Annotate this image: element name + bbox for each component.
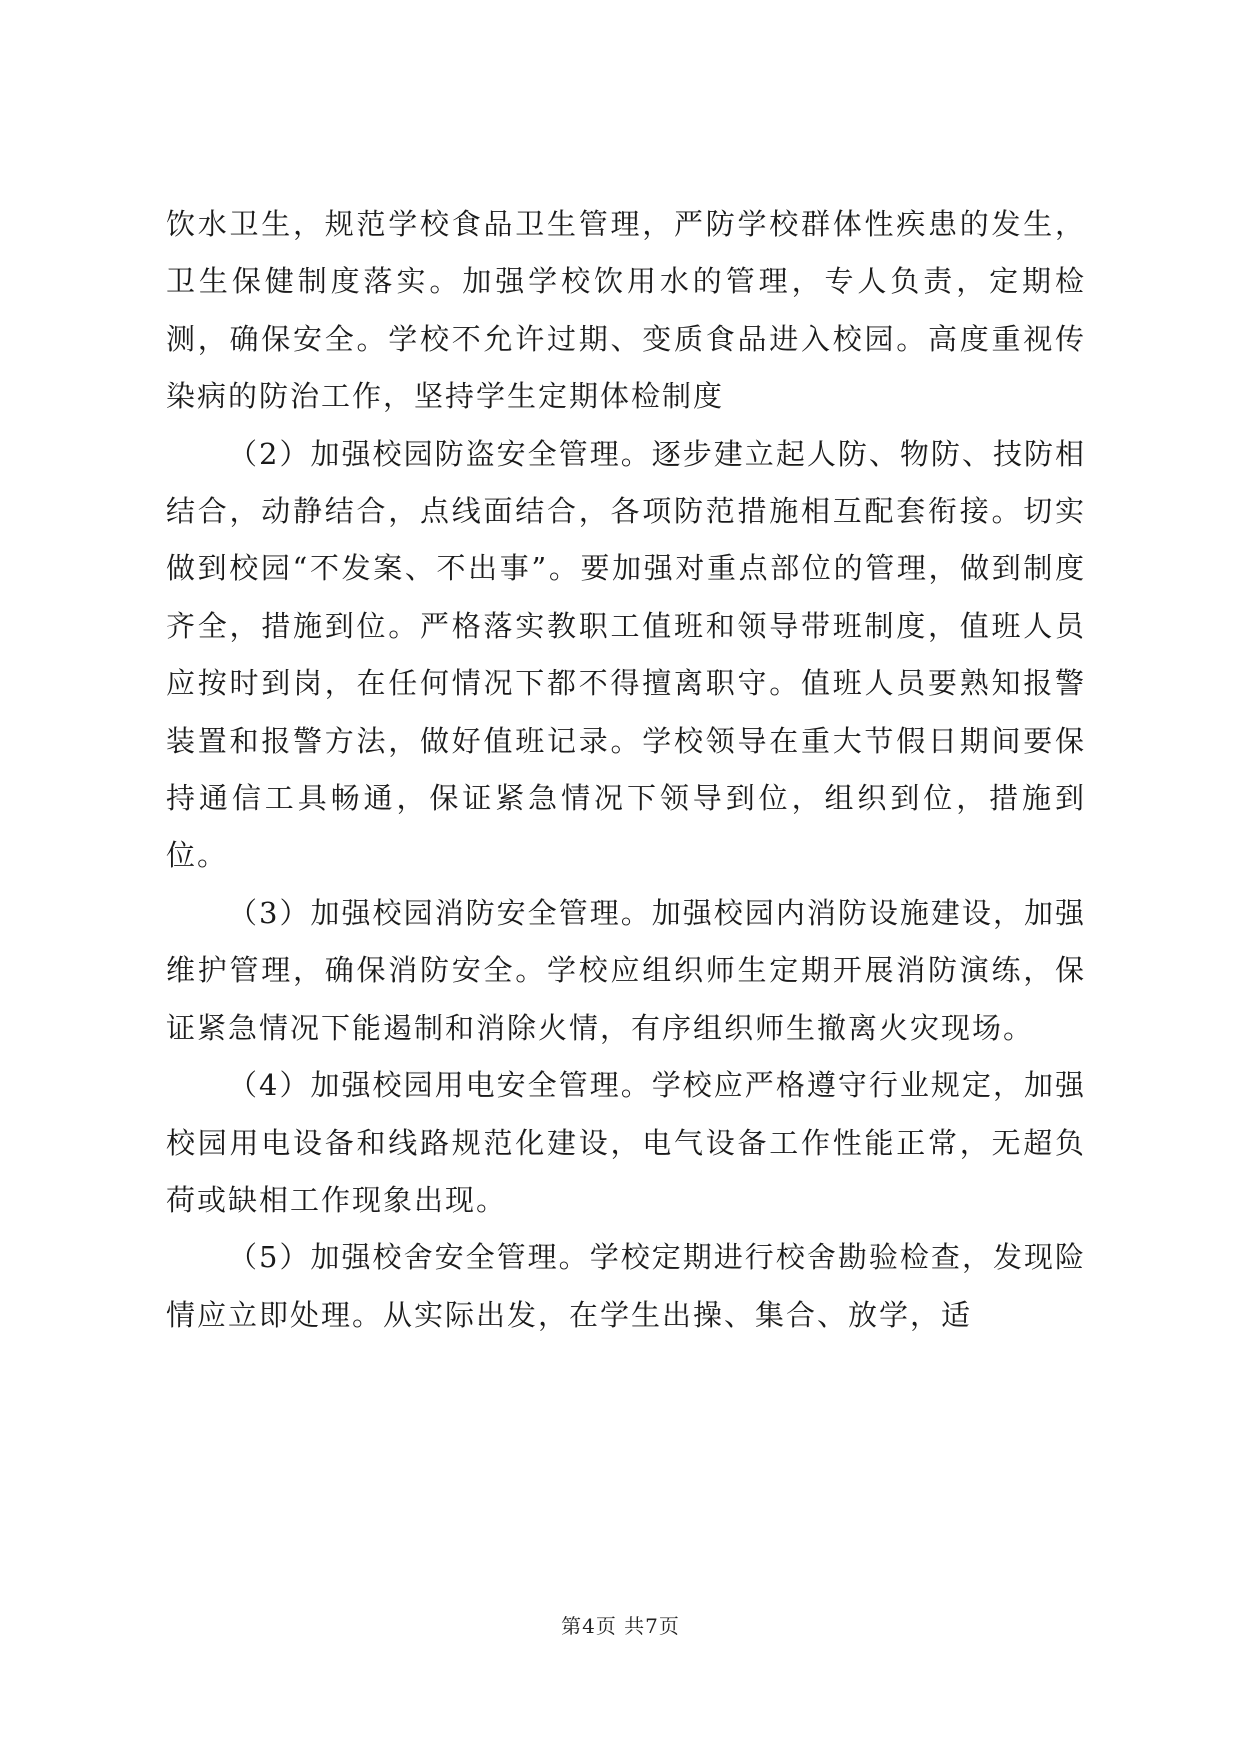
paragraph-building-safety: （5）加强校舍安全管理。学校定期进行校舍勘验检查，发现险情应立即处理。从实际出发，在学生出操、集合、放学，适 (166, 1240, 1086, 1332)
page-number-footer: 第4页 共7页 (561, 1614, 680, 1638)
document-body (166, 196, 1086, 1344)
paragraph-continued: 饮水卫生，规范学校食品卫生管理，严防学校群体性疾患的发生，卫生保健制度落实。加强学校饮用水的管理，专人负责，定期检测，确保安全。学校不允许过期、变质食品进入校园。高度重视传染病的防治工作，坚持学生定期体检制度 (166, 207, 1086, 414)
paragraph-fire-safety: （3）加强校园消防安全管理。加强校园内消防设施建设，加强维护管理，确保消防安全。学校应组织师生定期开展消防演练，保证紧急情况下能遏制和消除火情，有序组织师生撤离火灾现场。 (166, 895, 1086, 1045)
paragraph-antitheft: （2）加强校园防盗安全管理。逐步建立起人防、物防、技防相结合，动静结合，点线面结合，各项防范措施相互配套衔接。切实做到校园“不发案、不出事”。要加强对重点部位的管理，做到制度齐全，措施到位。严格落实教职工值班和领导带班制度，值班人员应按时到岗，在任何情况下都不得擅离职守。值班人员要熟知报警装置和报警方法，做好值班记录。学校领导在重大节假日期间要保持通信工具畅通，保证紧急情况下领导到位，组织到位，措施到位。 (166, 436, 1086, 873)
paragraph-electric-safety: （4）加强校园用电安全管理。学校应严格遵守行业规定，加强校园用电设备和线路规范化建设，电气设备工作性能正常，无超负荷或缺相工作现象出现。 (166, 1068, 1086, 1217)
